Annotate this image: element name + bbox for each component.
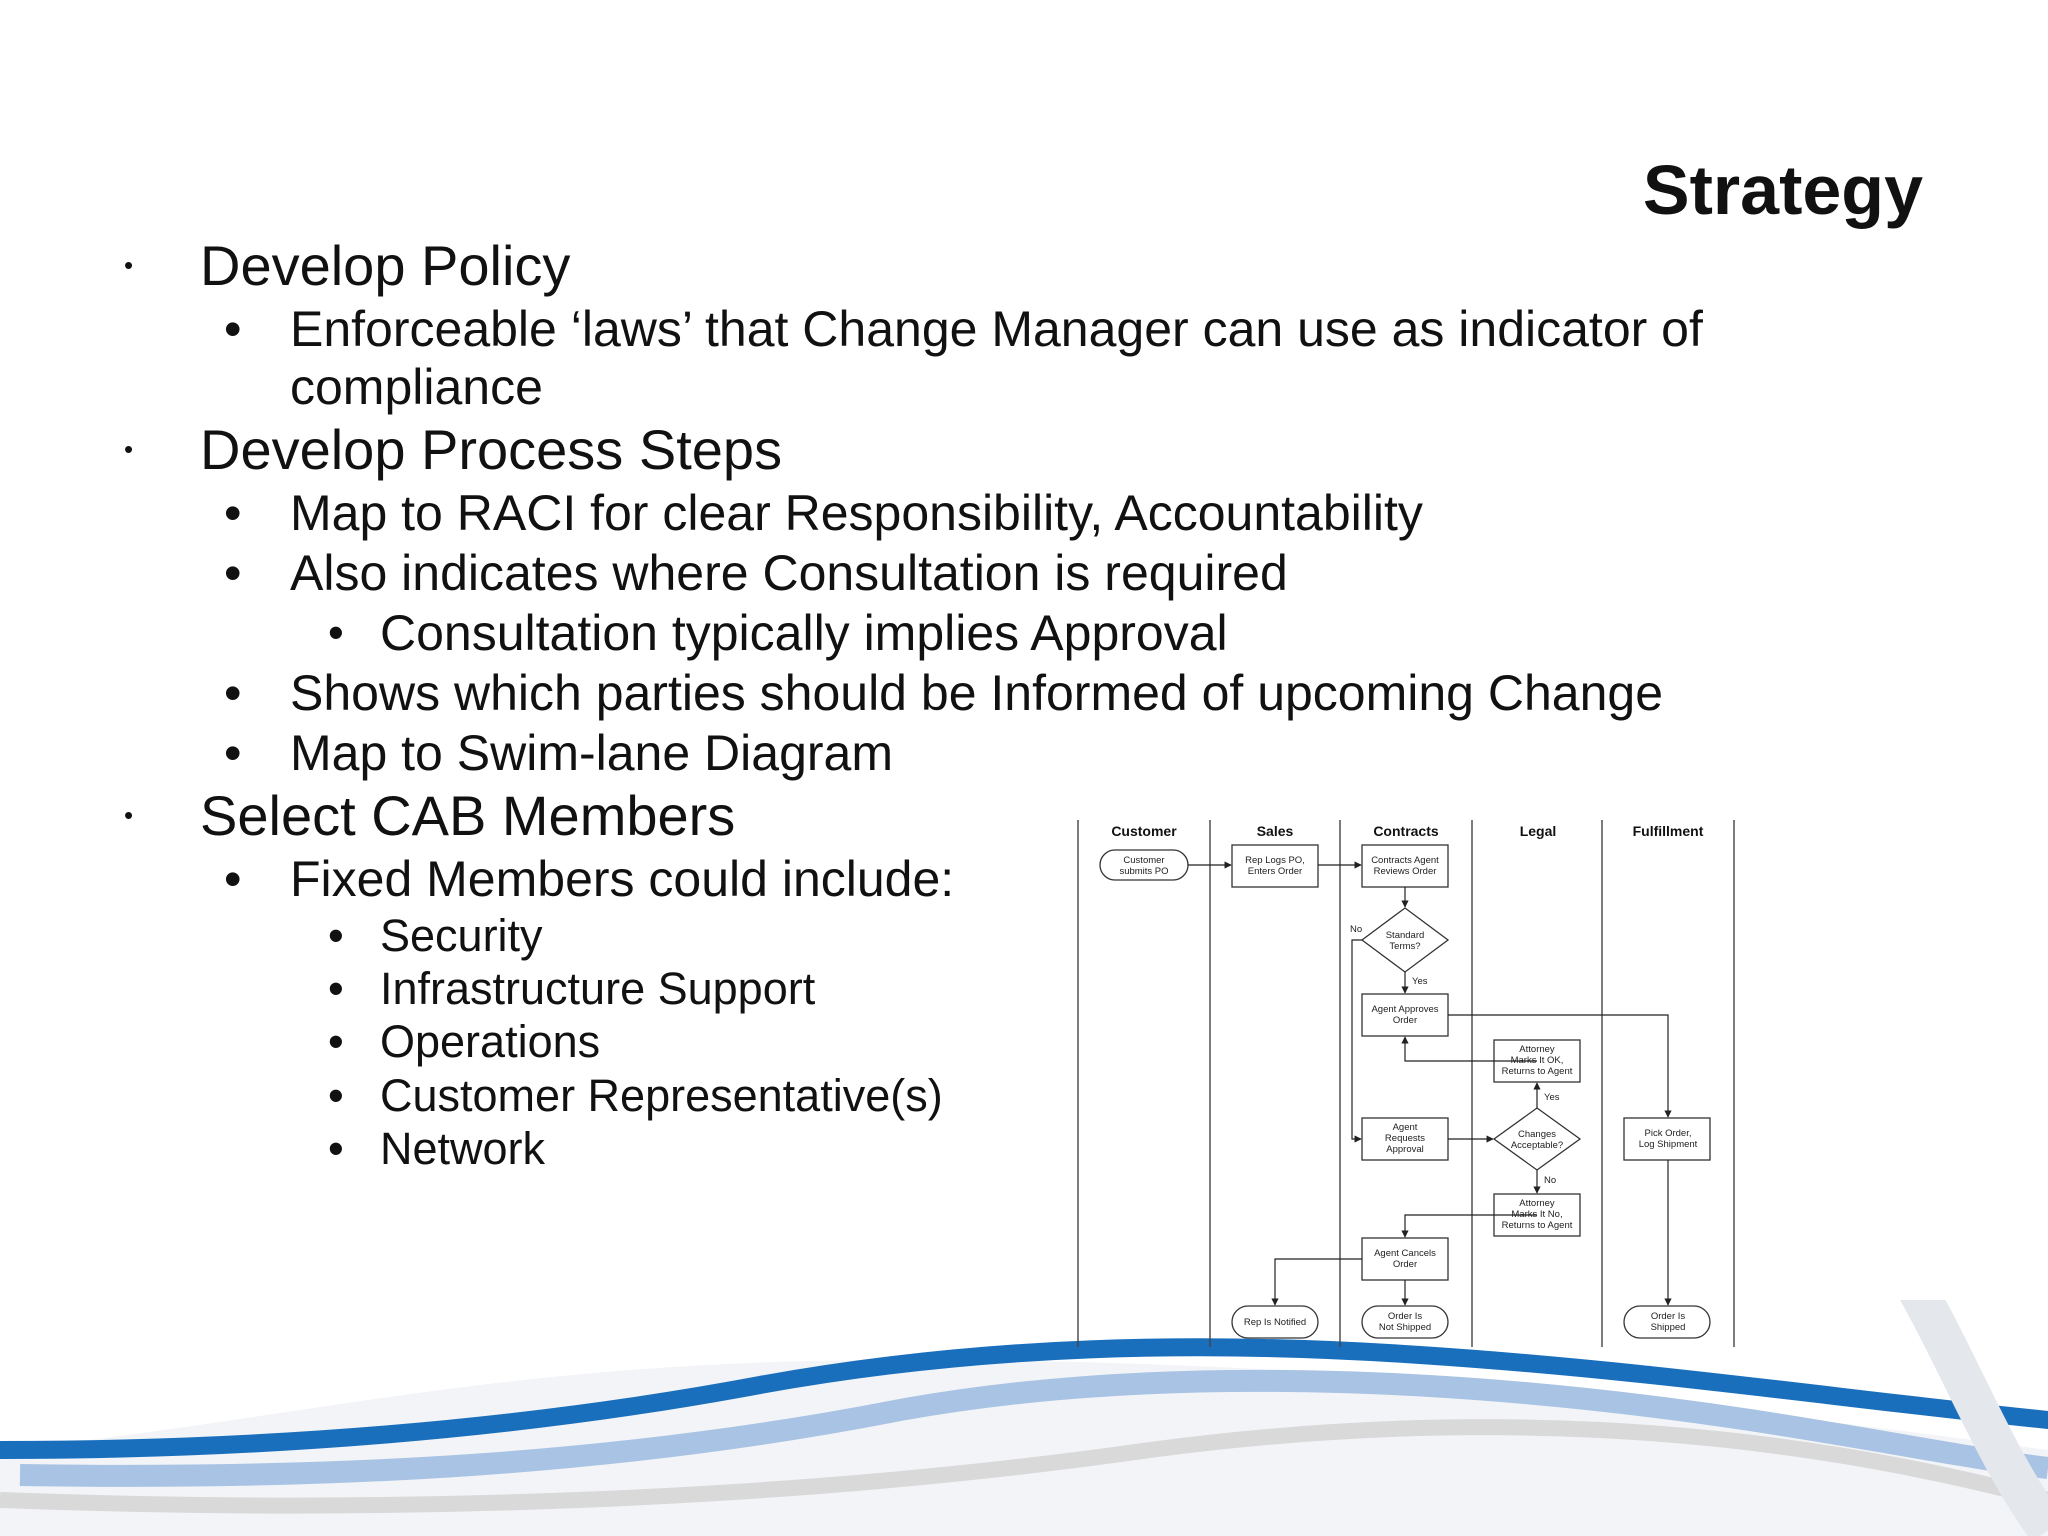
node-label: submits PO: [1119, 866, 1169, 877]
bullet-item: Map to Swim-lane Diagram: [290, 725, 893, 781]
node-label: Requests: [1384, 1133, 1426, 1144]
node-label: Order Is: [1650, 1311, 1686, 1322]
branch-label-yes: Yes: [1544, 1092, 1560, 1103]
bullet-marker: •: [224, 485, 242, 541]
bullet-item: Fixed Members could include:: [290, 851, 955, 907]
bullet-marker: •: [124, 250, 134, 280]
bullet-marker: •: [224, 545, 242, 601]
slide-title: Strategy: [1642, 151, 1923, 229]
bullet-marker: •: [124, 800, 134, 830]
bullet-item: Select CAB Members: [200, 784, 736, 847]
node-label: Not Shipped: [1378, 1322, 1432, 1333]
node-label: Order Is: [1387, 1311, 1423, 1322]
node-label: Returns to Agent: [1501, 1066, 1573, 1077]
node-label: Reviews Order: [1373, 866, 1437, 877]
bullet-item: Security: [380, 910, 543, 961]
bullet-item: compliance: [290, 359, 543, 415]
bullet-marker: •: [224, 851, 242, 907]
lane-header: Sales: [1256, 823, 1294, 839]
branch-label-no: No: [1350, 924, 1363, 935]
node-label: Agent Approves: [1371, 1004, 1439, 1015]
node-label: Acceptable?: [1510, 1140, 1564, 1151]
node-label: Order: [1392, 1015, 1418, 1026]
bullet-item: Operations: [380, 1016, 601, 1067]
swimlane-diagram: [1072, 812, 1742, 1352]
lane-header: Customer: [1111, 823, 1177, 839]
bullet-marker: •: [224, 665, 242, 721]
node-label: Attorney: [1519, 1198, 1555, 1209]
node-label: Changes: [1517, 1129, 1557, 1140]
bullet-marker: •: [328, 607, 344, 658]
bullet-marker: •: [224, 725, 242, 781]
lane-header: Legal: [1519, 823, 1557, 839]
bullet-marker: •: [328, 1016, 344, 1067]
bullet-item: Also indicates where Consultation is required: [290, 545, 1288, 601]
bullet-marker: •: [328, 1070, 344, 1121]
node-label: Returns to Agent: [1501, 1220, 1573, 1231]
connector: [1352, 940, 1362, 1139]
node-label: Marks It OK,: [1510, 1055, 1564, 1066]
node-label: Contracts Agent: [1371, 855, 1439, 866]
node-label: Marks It No,: [1511, 1209, 1563, 1220]
node-label: Log Shipment: [1638, 1139, 1698, 1150]
bullet-marker: •: [328, 910, 344, 961]
node-label: Standard: [1385, 930, 1425, 941]
branch-label-no: No: [1544, 1175, 1557, 1186]
node-label: Agent: [1392, 1122, 1418, 1133]
bullet-item: Shows which parties should be Informed of upcoming Change: [290, 665, 1664, 721]
bullet-marker: •: [124, 434, 134, 464]
node-label: Enters Order: [1247, 866, 1303, 877]
node-label: Pick Order,: [1644, 1128, 1692, 1139]
bullet-item: Map to RACI for clear Responsibility, Accountability: [290, 485, 1423, 541]
node-label: Attorney: [1519, 1044, 1555, 1055]
bullet-item: Consultation typically implies Approval: [380, 605, 1228, 661]
node-label: Rep Is Notified: [1243, 1317, 1307, 1328]
node-label: Order: [1392, 1259, 1418, 1270]
node-label: Shipped: [1650, 1322, 1686, 1333]
bullet-marker: •: [328, 963, 344, 1014]
node-label: Agent Cancels: [1374, 1248, 1436, 1259]
bullet-item: Enforceable ‘laws’ that Change Manager can use as indicator of: [290, 301, 1703, 357]
bullet-marker: •: [224, 301, 242, 357]
node-label: Terms?: [1389, 941, 1421, 952]
lane-header: Contracts: [1373, 823, 1439, 839]
bullet-item: Customer Representative(s): [380, 1070, 943, 1121]
bullet-marker: •: [328, 1123, 344, 1174]
bullet-item: Network: [380, 1123, 546, 1174]
node-label: Customer: [1123, 855, 1165, 866]
lane-header: Fulfillment: [1632, 823, 1704, 839]
bullet-item: Infrastructure Support: [380, 963, 816, 1014]
bullet-item: Develop Process Steps: [200, 418, 783, 481]
connector: [1275, 1259, 1362, 1305]
node-label: Rep Logs PO,: [1245, 855, 1305, 866]
node-label: Approval: [1386, 1144, 1424, 1155]
branch-label-yes: Yes: [1412, 976, 1428, 987]
bullet-item: Develop Policy: [200, 234, 571, 297]
